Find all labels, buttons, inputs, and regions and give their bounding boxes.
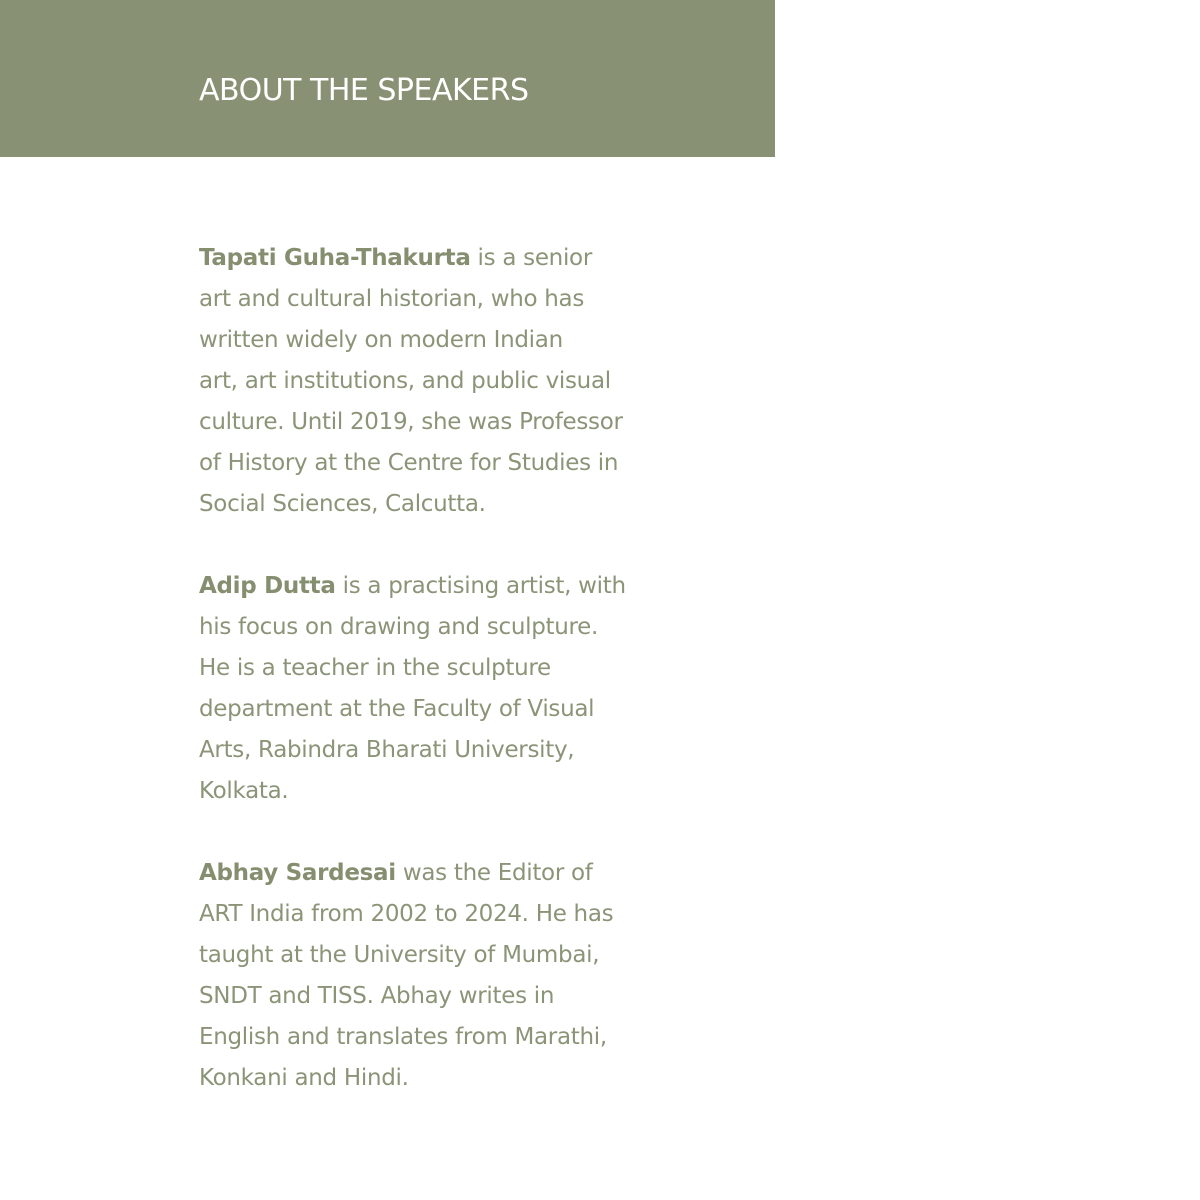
speaker-name: Adip Dutta: [199, 573, 336, 599]
bio-line: was the Editor of: [395, 860, 593, 886]
bio-line: Konkani and Hindi.: [199, 1065, 409, 1091]
bio-line: written widely on modern Indian: [199, 327, 563, 353]
speaker-bio-tapati-guha-thakurta: [199, 238, 759, 525]
speaker-bio-abhay-sardesai: [199, 853, 759, 1099]
bio-line: ART India from 2002 to 2024. He has: [199, 901, 614, 927]
bio-line: Social Sciences, Calcutta.: [199, 491, 486, 517]
bio-line: of History at the Centre for Studies in: [199, 450, 619, 476]
bio-line: is a senior: [470, 245, 592, 271]
bio-line: Arts, Rabindra Bharati University,: [199, 737, 575, 763]
header-band: [0, 0, 775, 157]
bio-line: He is a teacher in the sculpture: [199, 655, 551, 681]
speaker-name: Tapati Guha-Thakurta: [199, 245, 471, 271]
speaker-name: Abhay Sardesai: [199, 860, 396, 886]
bio-line: department at the Faculty of Visual: [199, 696, 595, 722]
speaker-bio-adip-dutta: [199, 566, 759, 812]
bio-line: art, art institutions, and public visual: [199, 368, 611, 394]
bio-line: English and translates from Marathi,: [199, 1024, 607, 1050]
bio-line: culture. Until 2019, she was Professor: [199, 409, 623, 435]
bio-line: art and cultural historian, who has: [199, 286, 585, 312]
speaker-bios: [199, 238, 759, 1140]
bio-line: taught at the University of Mumbai,: [199, 942, 600, 968]
page-title: ABOUT THE SPEAKERS: [199, 73, 529, 108]
bio-line: SNDT and TISS. Abhay writes in: [199, 983, 555, 1009]
bio-line: his focus on drawing and sculpture.: [199, 614, 599, 640]
bio-line: Kolkata.: [199, 778, 289, 804]
bio-line: is a practising artist, with: [335, 573, 626, 599]
